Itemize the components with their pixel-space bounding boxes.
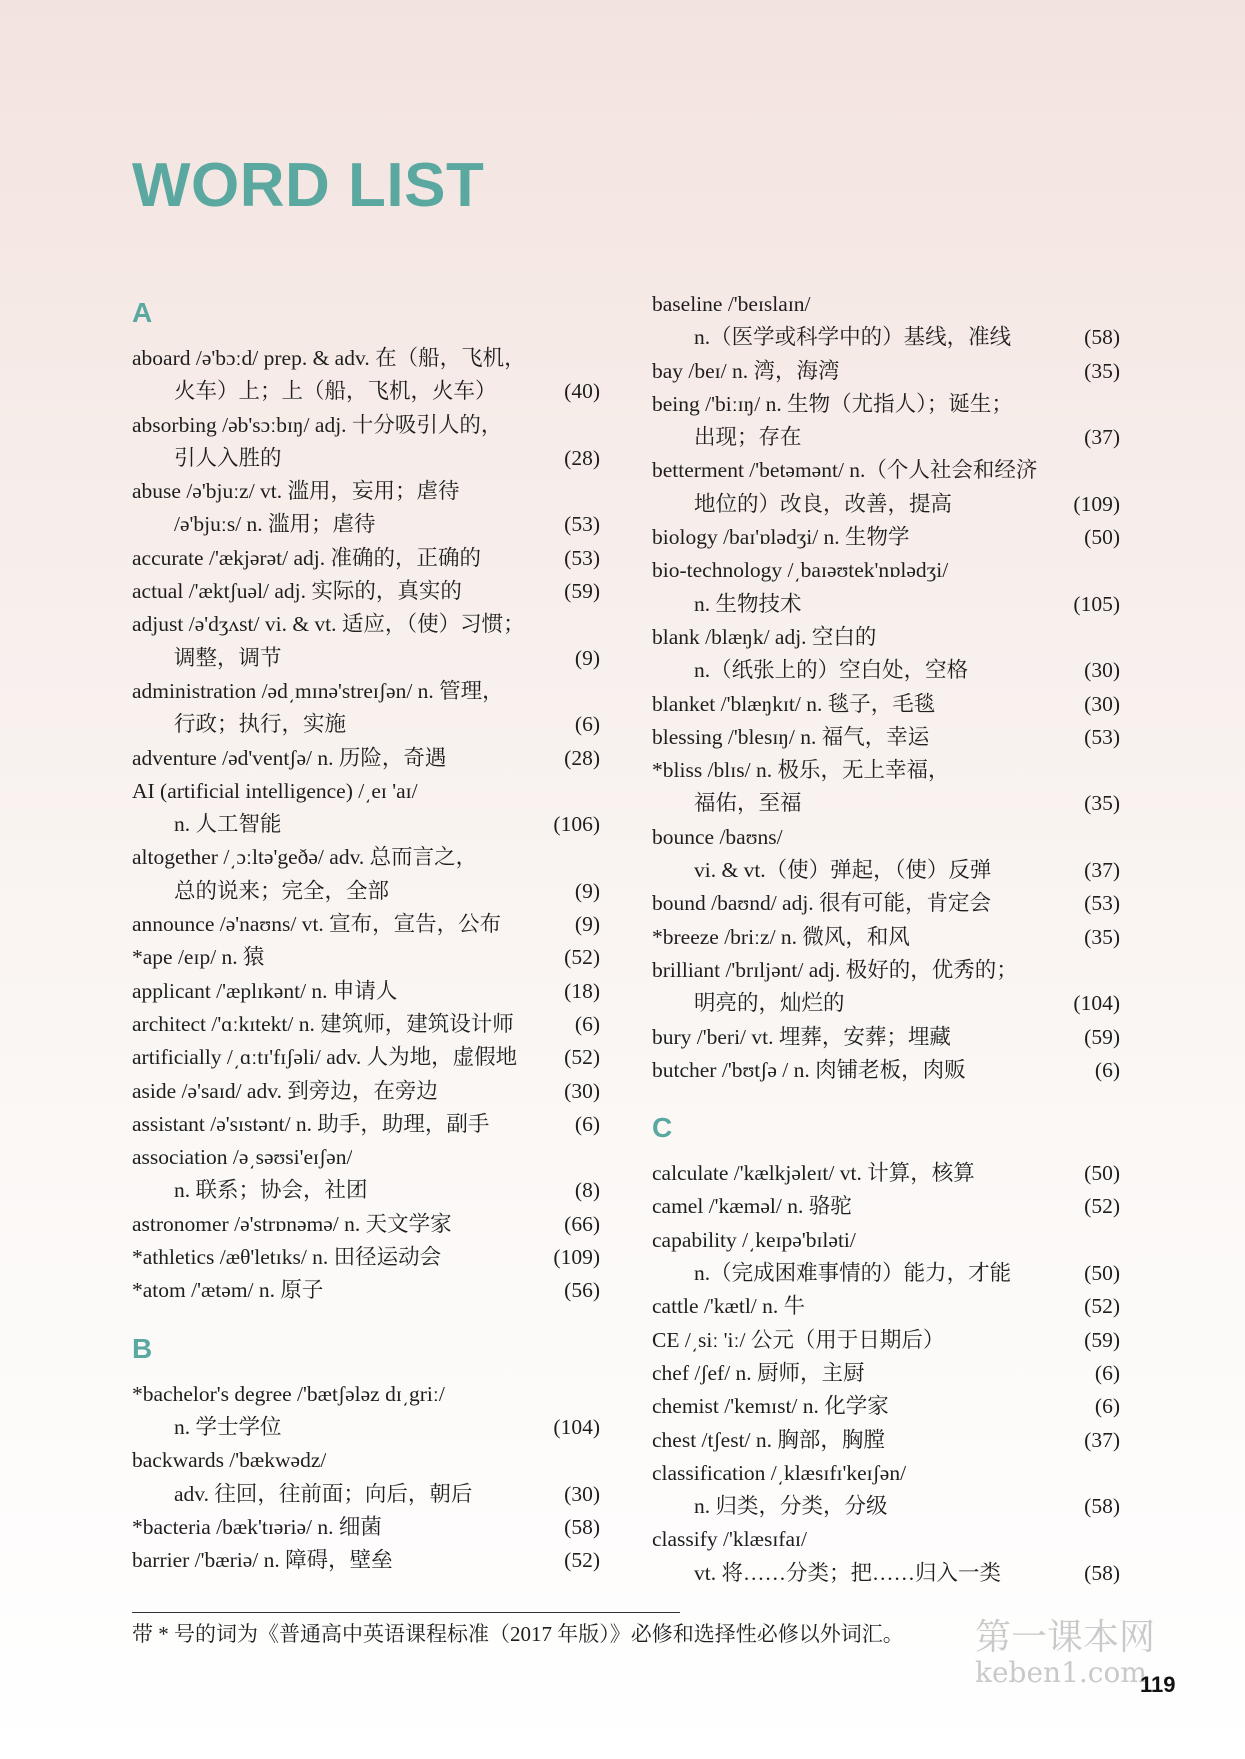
entry-line bbox=[652, 1390, 1120, 1423]
entry-text: biology /baɪ'ɒlədʒi/ n. 生物学 bbox=[652, 525, 910, 550]
word-entry bbox=[132, 1378, 600, 1445]
word-entry bbox=[652, 1157, 1120, 1190]
entry-line bbox=[652, 1324, 1120, 1357]
entry-page-ref: (53) bbox=[564, 512, 600, 537]
entry-line bbox=[132, 1511, 600, 1544]
entry-text: blank /blæŋk/ adj. 空白的 bbox=[652, 624, 877, 649]
word-entry bbox=[652, 521, 1120, 554]
word-entry bbox=[652, 1523, 1120, 1590]
entry-page-ref: (106) bbox=[553, 812, 600, 837]
entry-page-ref: (9) bbox=[574, 645, 600, 670]
entry-text: announce /ə'naʊns/ vt. 宣布，宣告，公布 bbox=[132, 912, 502, 937]
word-entry bbox=[652, 388, 1120, 455]
entry-page-ref: (8) bbox=[574, 1178, 600, 1203]
word-entry bbox=[132, 1511, 600, 1544]
word-entry bbox=[132, 775, 600, 842]
word-entry bbox=[132, 742, 600, 775]
word-entry bbox=[652, 921, 1120, 954]
entry-page-ref: (6) bbox=[1094, 1057, 1120, 1082]
entry-page-ref: (52) bbox=[564, 1045, 600, 1070]
entry-line bbox=[132, 708, 600, 741]
entry-page-ref: (104) bbox=[1073, 991, 1120, 1016]
page-title: WORD LIST bbox=[132, 151, 485, 220]
page-number: 119 bbox=[1140, 1672, 1176, 1697]
word-entry bbox=[132, 1041, 600, 1074]
entry-line bbox=[132, 508, 600, 541]
word-entry bbox=[652, 1390, 1120, 1423]
entry-line bbox=[652, 688, 1120, 721]
entry-line bbox=[132, 775, 600, 808]
entry-line bbox=[652, 821, 1120, 854]
entry-text: vt. 将……分类；把……归入一类 bbox=[694, 1560, 1001, 1585]
entry-text: *bacteria /bæk'tɪəriə/ n. 细菌 bbox=[132, 1514, 382, 1539]
entry-line bbox=[652, 355, 1120, 388]
word-entry bbox=[652, 621, 1120, 688]
entry-page-ref: (6) bbox=[574, 1111, 600, 1136]
entry-line bbox=[132, 1208, 600, 1241]
entry-text: association /ə͵səʊsi'eɪʃən/ bbox=[132, 1145, 353, 1170]
entry-text: applicant /'æplɪkənt/ n. 申请人 bbox=[132, 978, 398, 1003]
entry-text: barrier /'bæriə/ n. 障碍，壁垒 bbox=[132, 1548, 393, 1573]
entry-text: calculate /'kælkjəleɪt/ vt. 计算，核算 bbox=[652, 1161, 975, 1186]
entry-page-ref: (30) bbox=[564, 1481, 600, 1506]
entry-line bbox=[132, 1241, 600, 1274]
entry-line bbox=[652, 1290, 1120, 1323]
entry-text: n. 联系；协会，社团 bbox=[174, 1178, 368, 1203]
entry-line bbox=[652, 654, 1120, 687]
entry-text: 火车）上；上（船，飞机，火车） bbox=[174, 379, 497, 404]
entry-text: 地位的）改良，改善，提高 bbox=[694, 491, 953, 516]
watermark bbox=[975, 1618, 1155, 1688]
entry-text: *ape /eɪp/ n. 猿 bbox=[132, 945, 265, 970]
entry-page-ref: (58) bbox=[564, 1514, 600, 1539]
entry-page-ref: (9) bbox=[574, 912, 600, 937]
word-entry bbox=[652, 1357, 1120, 1390]
entry-text: bound /baʊnd/ adj. 很有可能，肯定会 bbox=[652, 891, 992, 916]
entry-text: classification /͵klæsɪfɪ'keɪʃən/ bbox=[652, 1460, 907, 1485]
footer-note: 带 * 号的词为《普通高中英语课程标准（2017 年版）》必修和选择性必修以外词汇。 bbox=[132, 1622, 904, 1646]
entry-text: capability /͵keɪpə'bɪləti/ bbox=[652, 1227, 856, 1252]
entry-text: blanket /'blæŋkɪt/ n. 毯子，毛毯 bbox=[652, 691, 936, 716]
entry-line bbox=[652, 1257, 1120, 1290]
entry-line bbox=[132, 1378, 600, 1411]
entry-text: adventure /əd'ventʃə/ n. 历险，奇遇 bbox=[132, 745, 447, 770]
entry-page-ref: (35) bbox=[1084, 358, 1120, 383]
word-entry bbox=[132, 1274, 600, 1307]
entry-text: 调整，调节 bbox=[174, 645, 282, 670]
word-entry bbox=[652, 1424, 1120, 1457]
word-entry bbox=[132, 1241, 600, 1274]
entry-line bbox=[132, 908, 600, 941]
entry-text: AI (artificial intelligence) /͵eɪ 'aɪ/ bbox=[132, 778, 418, 803]
word-entry bbox=[132, 1075, 600, 1108]
entry-page-ref: (6) bbox=[574, 1011, 600, 1036]
entry-text: abuse /ə'bjuːz/ vt. 滥用，妄用；虐待 bbox=[132, 479, 460, 504]
word-entry bbox=[652, 1224, 1120, 1291]
entry-text: n.（纸张上的）空白处，空格 bbox=[694, 658, 969, 683]
entry-line bbox=[652, 787, 1120, 820]
entry-text: camel /'kæməl/ n. 骆驼 bbox=[652, 1194, 852, 1219]
entry-page-ref: (59) bbox=[1084, 1327, 1120, 1352]
entry-line bbox=[652, 721, 1120, 754]
entry-text: butcher /'bʊtʃə / n. 肉铺老板，肉贩 bbox=[652, 1057, 966, 1082]
word-entry bbox=[652, 554, 1120, 621]
entry-text: adjust /ə'dʒʌst/ vi. & vt. 适应，（使）习惯； bbox=[132, 612, 525, 637]
entry-line bbox=[652, 1490, 1120, 1523]
word-entry bbox=[652, 355, 1120, 388]
entry-page-ref: (6) bbox=[1094, 1360, 1120, 1385]
entry-text: altogether /͵ɔːltə'geðə/ adv. 总而言之， bbox=[132, 845, 478, 870]
entry-text: artificially /͵ɑːtɪ'fɪʃəli/ adv. 人为地，虚假地 bbox=[132, 1045, 518, 1070]
word-entry bbox=[652, 1324, 1120, 1357]
word-entry bbox=[132, 475, 600, 542]
word-entry bbox=[132, 1141, 600, 1208]
entry-text: 行政；执行，实施 bbox=[174, 712, 347, 737]
entry-line bbox=[652, 1457, 1120, 1490]
entry-page-ref: (40) bbox=[564, 379, 600, 404]
entry-page-ref: (109) bbox=[553, 1245, 600, 1270]
entry-page-ref: (6) bbox=[1094, 1394, 1120, 1419]
word-entry bbox=[652, 454, 1120, 521]
entry-page-ref: (6) bbox=[574, 712, 600, 737]
entry-page-ref: (9) bbox=[574, 878, 600, 903]
entry-line bbox=[652, 1157, 1120, 1190]
word-entry bbox=[132, 841, 600, 908]
section-letter: A bbox=[132, 297, 153, 328]
entry-line bbox=[652, 588, 1120, 621]
entry-text: baseline /'beɪslaɪn/ bbox=[652, 292, 811, 316]
entry-line bbox=[652, 1224, 1120, 1257]
entry-text: *athletics /æθ'letɪks/ n. 田径运动会 bbox=[132, 1245, 442, 1270]
entry-line bbox=[132, 409, 600, 442]
entry-line bbox=[652, 887, 1120, 920]
entry-page-ref: (105) bbox=[1073, 591, 1120, 616]
entry-text: chemist /'kemɪst/ n. 化学家 bbox=[652, 1394, 889, 1419]
entry-line bbox=[132, 1008, 600, 1041]
entry-text: backwards /'bækwədz/ bbox=[132, 1448, 327, 1473]
word-list-right-column bbox=[652, 288, 1120, 1590]
entry-line bbox=[132, 1108, 600, 1141]
entry-page-ref: (35) bbox=[1084, 924, 1120, 949]
entry-text: actual /'æktʃuəl/ adj. 实际的，真实的 bbox=[132, 579, 462, 604]
entry-text: *breeze /briːz/ n. 微风，和风 bbox=[652, 924, 910, 949]
entry-text: bio-technology /͵baɪəʊtek'nɒlədʒi/ bbox=[652, 558, 949, 583]
entry-line bbox=[132, 1544, 600, 1577]
entry-text: adv. 往回，往前面；向后，朝后 bbox=[174, 1481, 473, 1506]
word-entry bbox=[652, 1054, 1120, 1087]
entry-line bbox=[132, 1075, 600, 1108]
word-entry bbox=[652, 1290, 1120, 1323]
entry-text: bury /'beri/ vt. 埋葬，安葬；埋藏 bbox=[652, 1024, 951, 1049]
entry-page-ref: (28) bbox=[564, 745, 600, 770]
entry-line bbox=[652, 421, 1120, 454]
entry-text: chef /ʃef/ n. 厨师，主厨 bbox=[652, 1360, 865, 1385]
word-entry bbox=[652, 887, 1120, 920]
entry-line bbox=[652, 454, 1120, 487]
entry-line bbox=[132, 1444, 600, 1477]
section-letter: B bbox=[132, 1332, 153, 1364]
entry-text: bay /beɪ/ n. 湾，海湾 bbox=[652, 358, 840, 383]
entry-text: 明亮的，灿烂的 bbox=[694, 991, 845, 1016]
entry-line bbox=[652, 1424, 1120, 1457]
entry-line bbox=[132, 975, 600, 1008]
word-entry bbox=[132, 1208, 600, 1241]
entry-page-ref: (18) bbox=[564, 978, 600, 1003]
entry-line bbox=[132, 1478, 600, 1511]
entry-line bbox=[652, 1021, 1120, 1054]
entry-line bbox=[652, 1054, 1120, 1087]
entry-page-ref: (59) bbox=[564, 579, 600, 604]
watermark-text: 第一课本网 bbox=[975, 1617, 1156, 1658]
entry-line bbox=[652, 1557, 1120, 1590]
entry-text: administration /əd͵mɪnə'streɪʃən/ n. 管理， bbox=[132, 678, 504, 703]
watermark-url: keben1.com bbox=[975, 1655, 1147, 1689]
word-entry bbox=[652, 688, 1120, 721]
entry-line bbox=[132, 1174, 600, 1207]
entry-line bbox=[652, 1523, 1120, 1556]
entry-text: architect /'ɑːkɪtekt/ n. 建筑师，建筑设计师 bbox=[132, 1011, 514, 1036]
entry-page-ref: (50) bbox=[1084, 1161, 1120, 1186]
entry-line bbox=[132, 575, 600, 608]
entry-page-ref: (50) bbox=[1084, 525, 1120, 550]
entry-text: accurate /'ækjərət/ adj. 准确的，正确的 bbox=[132, 545, 481, 570]
entry-line bbox=[132, 442, 600, 475]
entry-text: chest /tʃest/ n. 胸部，胸膛 bbox=[652, 1427, 885, 1452]
entry-page-ref: (59) bbox=[1084, 1024, 1120, 1049]
entry-page-ref: (58) bbox=[1084, 1560, 1120, 1585]
entry-line bbox=[652, 854, 1120, 887]
entry-text: n.（医学或科学中的）基线，准线 bbox=[694, 325, 1012, 350]
entry-page-ref: (30) bbox=[1084, 691, 1120, 716]
entry-line bbox=[652, 921, 1120, 954]
footer-divider bbox=[132, 1612, 680, 1613]
entry-line bbox=[652, 488, 1120, 521]
word-entry bbox=[132, 675, 600, 742]
entry-line bbox=[132, 1274, 600, 1307]
entry-page-ref: (28) bbox=[564, 445, 600, 470]
entry-text: aboard /ə'bɔːd/ prep. & adv. 在（船，飞机， bbox=[132, 346, 526, 370]
entry-page-ref: (30) bbox=[564, 1078, 600, 1103]
entry-page-ref: (56) bbox=[564, 1278, 600, 1303]
word-entry bbox=[652, 288, 1120, 355]
word-entry bbox=[652, 754, 1120, 821]
entry-page-ref: (53) bbox=[564, 545, 600, 570]
entry-text: n.（完成困难事情的）能力，才能 bbox=[694, 1261, 1012, 1286]
word-entry bbox=[132, 908, 600, 941]
entry-text: 引人入胜的 bbox=[174, 445, 282, 470]
word-entry bbox=[652, 954, 1120, 1021]
entry-page-ref: (52) bbox=[564, 1548, 600, 1573]
entry-line bbox=[132, 375, 600, 408]
word-entry bbox=[132, 1444, 600, 1511]
word-entry bbox=[652, 821, 1120, 888]
word-entry bbox=[132, 975, 600, 1008]
entry-line bbox=[652, 987, 1120, 1020]
entry-line bbox=[132, 875, 600, 908]
entry-page-ref: (53) bbox=[1084, 724, 1120, 749]
entry-text: 出现；存在 bbox=[694, 425, 802, 450]
entry-line bbox=[652, 388, 1120, 421]
word-entry bbox=[132, 575, 600, 608]
entry-text: *bliss /blɪs/ n. 极乐，无上幸福， bbox=[652, 758, 950, 783]
entry-line bbox=[652, 754, 1120, 787]
entry-line bbox=[652, 1357, 1120, 1390]
entry-page-ref: (58) bbox=[1084, 1494, 1120, 1519]
entry-text: being /'biːɪŋ/ n. 生物（尤指人）；诞生； bbox=[652, 391, 1013, 416]
entry-line bbox=[132, 475, 600, 508]
entry-text: cattle /'kætl/ n. 牛 bbox=[652, 1294, 806, 1319]
entry-line bbox=[652, 1190, 1120, 1223]
entry-page-ref: (37) bbox=[1084, 1427, 1120, 1452]
word-list-left-column bbox=[132, 290, 600, 1577]
entry-text: *atom /'ætəm/ n. 原子 bbox=[132, 1278, 324, 1303]
entry-text: 福佑，至福 bbox=[694, 791, 802, 816]
entry-line bbox=[132, 1411, 600, 1444]
entry-page-ref: (52) bbox=[564, 945, 600, 970]
entry-page-ref: (50) bbox=[1084, 1261, 1120, 1286]
entry-line bbox=[132, 1141, 600, 1174]
word-entry bbox=[132, 1008, 600, 1041]
entry-text: aside /ə'saɪd/ adv. 到旁边，在旁边 bbox=[132, 1078, 438, 1103]
entry-text: astronomer /ə'strɒnəmə/ n. 天文学家 bbox=[132, 1211, 452, 1236]
entry-page-ref: (104) bbox=[553, 1414, 600, 1439]
entry-text: vi. & vt.（使）弹起，（使）反弹 bbox=[694, 858, 992, 883]
entry-text: assistant /ə'sɪstənt/ n. 助手，助理，副手 bbox=[132, 1111, 490, 1136]
word-entry bbox=[132, 608, 600, 675]
entry-page-ref: (35) bbox=[1084, 791, 1120, 816]
entry-page-ref: (52) bbox=[1084, 1194, 1120, 1219]
entry-page-ref: (30) bbox=[1084, 658, 1120, 683]
entry-text: n. 学士学位 bbox=[174, 1414, 282, 1439]
entry-page-ref: (58) bbox=[1084, 325, 1120, 350]
entry-line bbox=[132, 808, 600, 841]
word-entry bbox=[652, 1457, 1120, 1524]
entry-line bbox=[132, 941, 600, 974]
word-entry bbox=[132, 409, 600, 476]
entry-text: bounce /baʊns/ bbox=[652, 824, 783, 849]
entry-line bbox=[652, 288, 1120, 321]
entry-text: /ə'bjuːs/ n. 滥用；虐待 bbox=[174, 512, 376, 537]
entry-text: betterment /'betəmənt/ n.（个人社会和经济 bbox=[652, 458, 1038, 483]
word-entry bbox=[652, 1190, 1120, 1223]
entry-line bbox=[132, 542, 600, 575]
entry-page-ref: (37) bbox=[1084, 858, 1120, 883]
entry-page-ref: (109) bbox=[1073, 491, 1120, 516]
entry-page-ref: (37) bbox=[1084, 425, 1120, 450]
entry-line bbox=[652, 554, 1120, 587]
word-entry bbox=[132, 542, 600, 575]
entry-line bbox=[652, 621, 1120, 654]
entry-text: *bachelor's degree /'bætʃələz dɪ͵griː/ bbox=[132, 1381, 445, 1406]
word-entry bbox=[132, 1108, 600, 1141]
entry-text: classify /'klæsɪfaɪ/ bbox=[652, 1527, 807, 1552]
entry-text: brilliant /'brɪljənt/ adj. 极好的，优秀的； bbox=[652, 957, 1018, 982]
entry-line bbox=[132, 342, 600, 375]
entry-line bbox=[132, 608, 600, 641]
entry-line bbox=[652, 521, 1120, 554]
entry-line bbox=[132, 1041, 600, 1074]
entry-text: n. 归类，分类，分级 bbox=[694, 1494, 888, 1519]
entry-text: n. 生物技术 bbox=[694, 591, 802, 616]
entry-page-ref: (53) bbox=[1084, 891, 1120, 916]
entry-text: CE /͵siː 'iː/ 公元（用于日期后） bbox=[652, 1327, 945, 1352]
entry-text: blessing /'blesɪŋ/ n. 福气，幸运 bbox=[652, 724, 930, 749]
word-entry bbox=[652, 1021, 1120, 1054]
word-entry bbox=[132, 1544, 600, 1577]
entry-line bbox=[132, 675, 600, 708]
entry-page-ref: (52) bbox=[1084, 1294, 1120, 1319]
entry-line bbox=[132, 642, 600, 675]
entry-line bbox=[132, 742, 600, 775]
word-entry bbox=[132, 342, 600, 409]
word-entry bbox=[652, 721, 1120, 754]
word-entry bbox=[132, 941, 600, 974]
entry-line bbox=[652, 321, 1120, 354]
entry-line bbox=[652, 954, 1120, 987]
entry-text: 总的说来；完全，全部 bbox=[174, 878, 390, 903]
entry-text: n. 人工智能 bbox=[174, 812, 282, 837]
entry-page-ref: (66) bbox=[564, 1211, 600, 1236]
section-letter: C bbox=[652, 1112, 673, 1144]
entry-line bbox=[132, 841, 600, 874]
entry-text: absorbing /əb'sɔːbɪŋ/ adj. 十分吸引人的， bbox=[132, 412, 503, 437]
